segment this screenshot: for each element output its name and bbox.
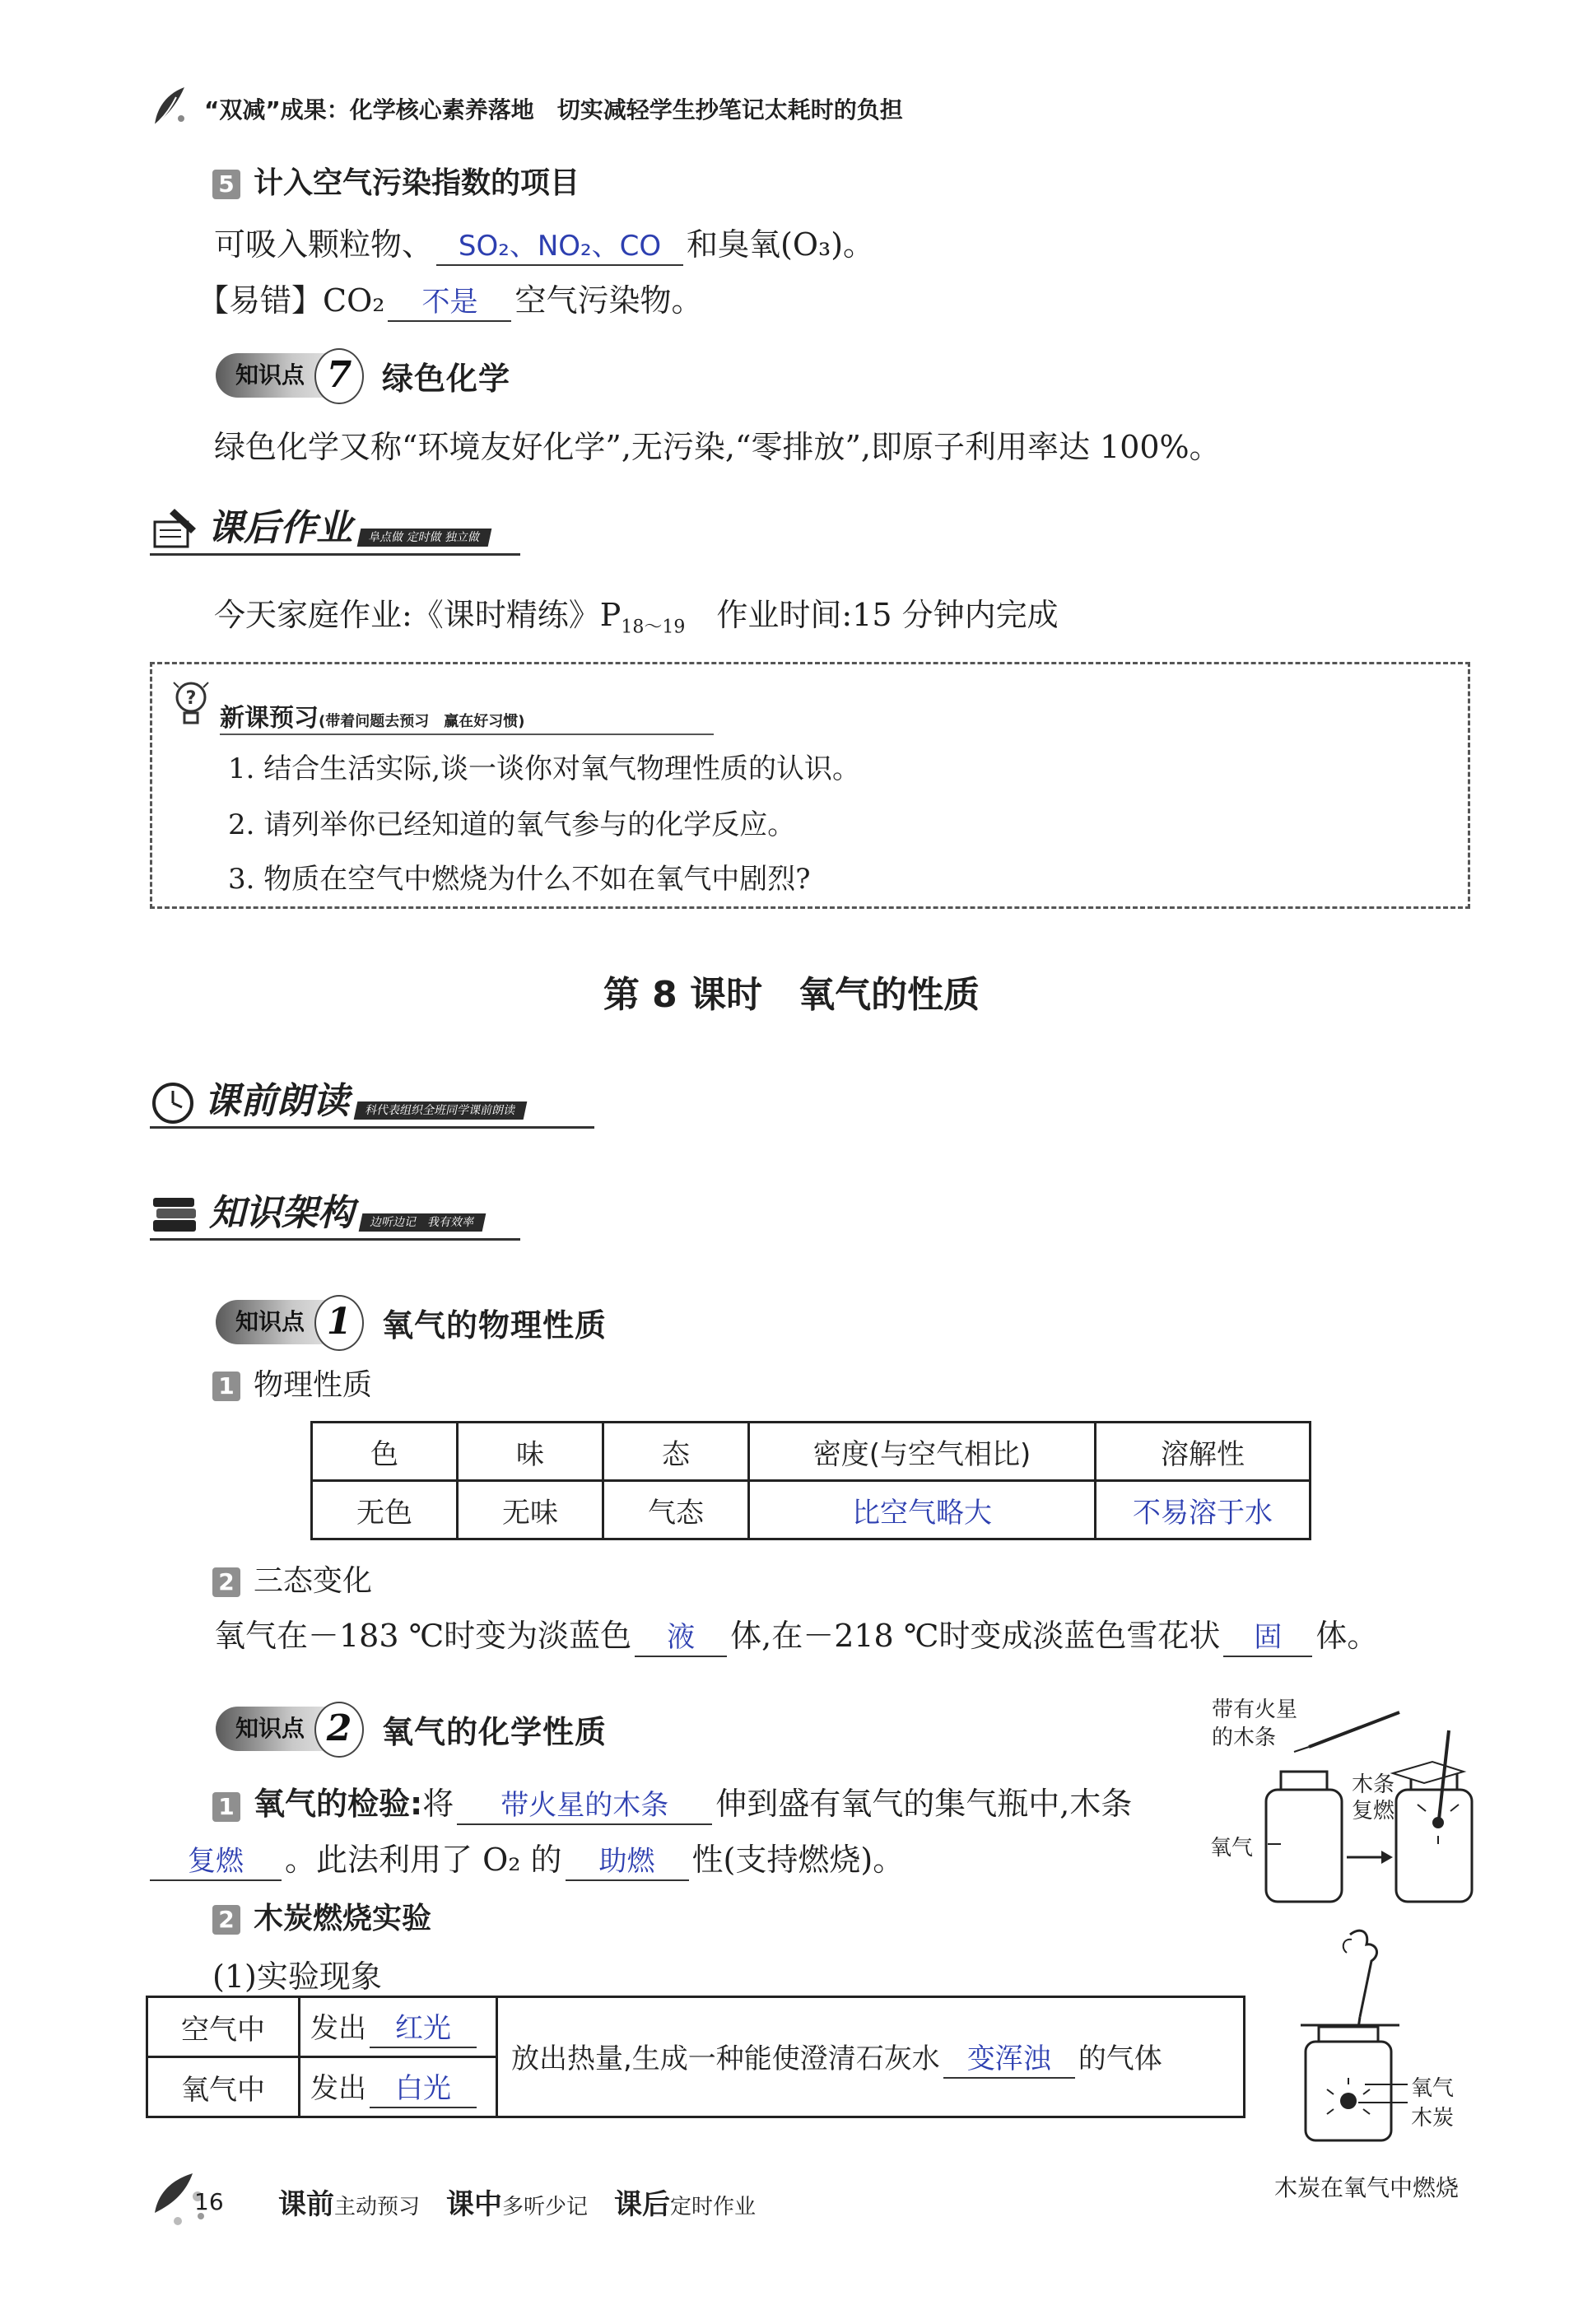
homework-line-pre: 今天家庭作业:《课时精练》P	[214, 597, 622, 633]
kp2-badge	[216, 1707, 356, 1751]
figure2-caption: 木炭在氧气中燃烧	[1274, 2174, 1460, 2201]
white-light-answer: 白光	[370, 2070, 477, 2108]
liquid-answer: 液	[635, 1619, 727, 1657]
svg-text:?: ?	[185, 688, 197, 709]
table-cell-density: 比空气略大	[749, 1481, 1096, 1539]
table-row	[312, 1481, 1311, 1539]
kp1-badge-label: 知识点	[235, 1308, 305, 1335]
kp7-title: 绿色化学	[382, 360, 511, 397]
burn-shared-post: 的气体	[1078, 2042, 1162, 2075]
lightbulb-icon	[170, 676, 212, 734]
kp7-text: 绿色化学又称“环境友好化学”,无污染,“零排放”,即原子利用率达 100%。	[214, 429, 1221, 465]
kp1-sub1-title: 物理性质	[254, 1368, 373, 1402]
glowing-stick-answer: 带火星的木条	[457, 1787, 712, 1825]
oxygen-test-post1: 伸到盛有氧气的集气瓶中,木条	[715, 1786, 1133, 1822]
table-header-density: 密度(与空气相比)	[749, 1423, 1096, 1481]
preview-item-3: 3. 物质在空气中燃烧为什么不如在氧气中剧烈?	[228, 863, 811, 896]
kp7-badge	[216, 353, 356, 398]
item5-line2	[198, 280, 702, 322]
homework-rule	[150, 553, 520, 556]
page-number: 16	[194, 2188, 224, 2215]
leaf-logo-icon	[148, 84, 189, 130]
item5-title: 计入空气污染指数的项目	[254, 166, 580, 200]
footer-item-inclass-small: 多听少记	[502, 2195, 589, 2219]
charcoal-figure	[1268, 1926, 1482, 2149]
kp2-sub2-heading	[212, 1898, 431, 1940]
oxygen-test-pre: 将	[422, 1786, 454, 1822]
pencil-note-icon	[150, 504, 199, 553]
preview-box	[150, 662, 1470, 909]
red-light-answer: 红光	[370, 2010, 477, 2048]
kp1-sub1-heading	[212, 1365, 372, 1406]
pollutants-answer: SO₂、NO₂、CO	[436, 228, 683, 266]
kp2-number: 2	[314, 1702, 364, 1758]
oxygen-test-post2: 性(支持燃烧)。	[691, 1842, 905, 1878]
header-text: “双减”成果：化学核心素养落地 切实减轻学生抄笔记太耗时的负担	[204, 96, 903, 123]
table-cell-color: 无色	[312, 1481, 458, 1539]
charcoal-burning-table	[146, 1996, 1245, 2118]
kp2-badge-label: 知识点	[235, 1715, 305, 1742]
table-cell-smell: 无味	[458, 1481, 603, 1539]
table-header-solubility: 溶解性	[1096, 1423, 1311, 1481]
preview-item-2: 2. 请列举你已经知道的氧气参与的化学反应。	[228, 808, 796, 841]
figure1-stick-label: 带有火星 的木条	[1212, 1698, 1298, 1750]
preview-title: 新课预习	[220, 704, 319, 733]
burn-row1-pre: 发出	[310, 2012, 366, 2045]
co2-answer: 不是	[388, 284, 511, 322]
lesson-title: 第 8 课时 氧气的性质	[603, 974, 980, 1016]
gas-jars-illustration	[1202, 1696, 1498, 1918]
physical-properties-table	[310, 1421, 1311, 1540]
table-header-smell: 味	[458, 1423, 603, 1481]
oxygen-test-figure	[1202, 1696, 1498, 1918]
item5-number: 5	[212, 170, 240, 199]
footer-items	[278, 2182, 756, 2222]
reading-rule	[150, 1126, 594, 1129]
table-row	[147, 1997, 1245, 2057]
homework-line-post: 作业时间:15 分钟内完成	[685, 597, 1059, 633]
footer-item-inclass	[446, 2182, 588, 2222]
burn-row1-label: 空气中	[147, 1997, 300, 2057]
homework-banner	[150, 496, 490, 553]
kp1-sub2-heading	[212, 1561, 372, 1602]
reading-title: 课前朗读	[204, 1080, 349, 1122]
homework-tag: 阜点做 定时做 独立做	[357, 529, 492, 547]
footer-item-inclass-big: 课中	[446, 2188, 503, 2221]
solid-answer: 固	[1223, 1619, 1312, 1657]
table-header-state: 态	[603, 1423, 749, 1481]
books-icon	[150, 1192, 201, 1238]
kp1-heading	[216, 1296, 607, 1348]
item5-line2-pre: 【易错】CO₂	[198, 282, 385, 319]
kp1-number: 1	[314, 1295, 364, 1351]
header	[148, 89, 971, 130]
figure1-oxygen-label: 氧气	[1210, 1836, 1254, 1861]
framework-rule	[150, 1238, 520, 1241]
burn-shared-pre: 放出热量,生成一种能使澄清石灰水	[511, 2042, 940, 2075]
figure1-relit-label: 木条 复燃	[1352, 1772, 1395, 1823]
kp1-sub2-number: 2	[212, 1567, 240, 1597]
burn-row2-pre: 发出	[310, 2072, 366, 2105]
burn-row2-cell	[300, 2057, 497, 2117]
footer-item-preview-small: 主动预习	[334, 2195, 421, 2219]
kp2-sub2-title: 木炭燃烧实验	[254, 1902, 432, 1935]
preview-item-1: 1. 结合生活实际,谈一谈你对氧气物理性质的认识。	[228, 752, 861, 785]
table-row	[312, 1423, 1311, 1481]
figure2-oxygen-label: 氧气	[1411, 2076, 1455, 2101]
state-mid: 体,在－218 ℃时变成淡蓝色雪花状	[730, 1618, 1221, 1654]
kp2-title: 氧气的化学性质	[382, 1713, 608, 1750]
kp1-badge	[216, 1300, 356, 1344]
item5-line1-pre: 可吸入颗粒物、	[214, 226, 434, 263]
kp7-number: 7	[314, 348, 364, 404]
footer-item-homework-small: 定时作业	[670, 2195, 757, 2219]
oxygen-test-line1	[212, 1783, 1132, 1825]
reading-banner	[150, 1069, 525, 1126]
homework-title: 课后作业	[207, 507, 352, 549]
kp2-sub1-number: 1	[212, 1792, 240, 1822]
clock-icon	[150, 1080, 196, 1126]
item5-heading	[212, 163, 580, 204]
kp2-sub2-number: 2	[212, 1905, 240, 1935]
table-cell-state: 气态	[603, 1481, 749, 1539]
state-change-line	[214, 1615, 1378, 1657]
item5-line2-post: 空气污染物。	[514, 282, 703, 319]
kp1-sub2-title: 三态变化	[254, 1564, 373, 1598]
preview-underline	[220, 734, 714, 735]
table-header-color: 色	[312, 1423, 458, 1481]
kp7-heading	[216, 349, 510, 402]
kp7-badge-label: 知识点	[235, 361, 305, 389]
item5-line1-post: 和臭氧(O₃)。	[687, 226, 875, 263]
item5-line1	[214, 224, 874, 266]
kp1-title: 氧气的物理性质	[382, 1306, 608, 1344]
state-post: 体。	[1315, 1618, 1379, 1654]
framework-banner	[150, 1181, 484, 1238]
combustion-support-answer: 助燃	[566, 1843, 689, 1881]
preview-title-row	[220, 697, 524, 734]
oxygen-test-line2	[147, 1839, 904, 1881]
oxygen-test-mid: 。此法利用了 O₂ 的	[285, 1842, 562, 1878]
burn-row2-label: 氧气中	[147, 2057, 300, 2117]
turbid-answer: 变浑浊	[943, 2041, 1075, 2079]
framework-title: 知识架构	[209, 1192, 354, 1234]
framework-tag: 边听边记 我有效率	[359, 1213, 487, 1232]
phenomena-label: (1)实验现象	[212, 1958, 382, 1995]
preview-subtitle: (带着问题去预习 赢在好习惯)	[319, 713, 525, 730]
table-cell-solubility: 不易溶于水	[1096, 1481, 1311, 1539]
footer-item-preview	[278, 2182, 420, 2222]
homework-pages: 18～19	[621, 617, 686, 638]
kp2-heading	[216, 1702, 607, 1755]
kp2-sub1-title: 氧气的检验:	[254, 1786, 423, 1822]
homework-line	[214, 594, 1059, 649]
footer-item-homework-big: 课后	[614, 2188, 671, 2221]
burn-shared-cell	[497, 1997, 1245, 2117]
footer-item-preview-big: 课前	[278, 2188, 334, 2221]
burn-row1-cell	[300, 1997, 497, 2057]
figure2-charcoal-label: 木炭	[1411, 2106, 1455, 2131]
relight-answer: 复燃	[150, 1843, 282, 1881]
reading-tag: 科代表组织全班同学课前朗读	[354, 1101, 528, 1120]
kp1-sub1-number: 1	[212, 1372, 240, 1401]
footer-item-homework	[614, 2182, 756, 2222]
state-pre: 氧气在－183 ℃时变为淡蓝色	[214, 1618, 632, 1654]
footer	[147, 2163, 887, 2229]
